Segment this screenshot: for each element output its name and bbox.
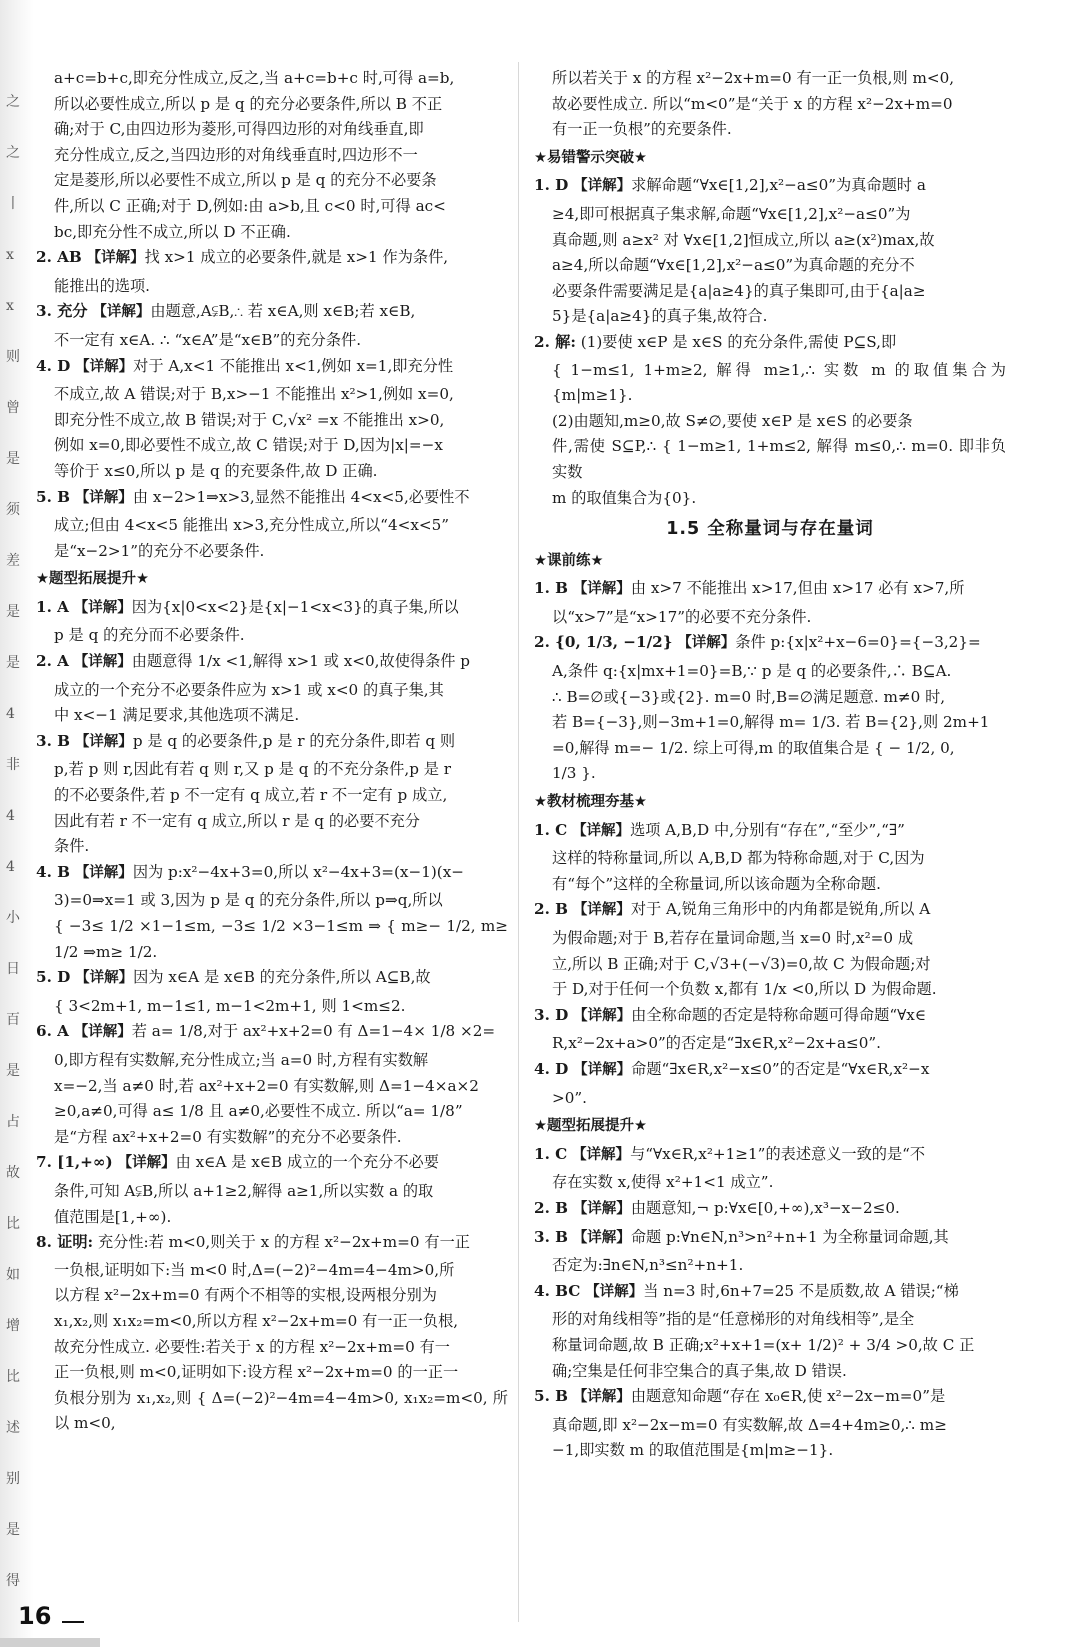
answer-item — [534, 818, 1006, 845]
answer-number: 2. B — [534, 1198, 568, 1217]
text-line: 必要条件需要满足是{a|a≥4}的真子集即可,由于{a|a≥ — [552, 281, 926, 300]
answer-item — [534, 173, 1006, 200]
gutter-char: 曾 — [6, 400, 20, 416]
answer-number: 1. C — [534, 820, 568, 839]
text-line: p 是 q 的充分而不必要条件. — [54, 626, 245, 645]
gutter-char: 增 — [6, 1318, 20, 1334]
text-line: 定是菱形,所以必要性不成立,所以 p 是 q 的充分不必要条 — [54, 171, 437, 190]
answer-text: 由题意,A⫋B,∴ 若 x∈A,则 x∈B;若 x∈B, — [150, 302, 416, 321]
answer-item — [534, 576, 1006, 603]
page-number: 16 — [18, 1602, 52, 1630]
answer-text: 与“∀x∈R,x²+1≥1”的表述意义一致的是“不 — [630, 1144, 926, 1163]
explanation-tag: 【详解】 — [74, 864, 133, 881]
section-heading: ★教材梳理夯基★ — [534, 794, 647, 811]
section-heading: ★易错警示突破★ — [534, 149, 647, 166]
gutter-char: 得 — [6, 1573, 20, 1589]
text-line: 若 B={−3},则−3m+1=0,解得 m= 1/3. 若 B={2},则 2m+1 — [552, 713, 990, 732]
answer-text: 由题意知命题“存在 x₀∈R,使 x²−2x−m=0”是 — [630, 1387, 946, 1406]
answer-text: 由 x>7 不能推出 x>17,但由 x>17 必有 x>7,所 — [630, 579, 965, 598]
text-line: 确;空集是任何非空集合的真子集,故 D 错误. — [552, 1361, 847, 1380]
answer-text: 因为 x∈A 是 x∈B 的充分条件,所以 A⊆B,故 — [133, 968, 431, 987]
text-line: 是“x−2>1”的充分不必要条件. — [54, 541, 265, 560]
explanation-tag: 【详解】 — [86, 250, 145, 267]
answer-item — [36, 860, 508, 887]
text-line: 因此有若 r 不一定有 q 成立,所以 r 是 q 的必要不充分 — [54, 811, 420, 830]
text-line: 即充分性不成立,故 B 错误;对于 C,√x² =x 不能推出 x>0, — [54, 410, 445, 429]
answer-item — [36, 245, 508, 272]
answer-item — [534, 1057, 1006, 1084]
answer-number: 1. A — [36, 597, 69, 616]
answer-item — [36, 354, 508, 381]
text-line: 能推出的选项. — [54, 276, 150, 295]
text-line: 成立的一个充分不必要条件应为 x>1 或 x<0 的真子集,其 — [54, 680, 444, 699]
text-line: 确;对于 C,由四边形为菱形,可得四边形的对角线垂直,即 — [54, 120, 424, 139]
gutter-char: 是 — [6, 604, 20, 620]
answer-number: 3. B — [36, 731, 70, 750]
explanation-tag: 【详解】 — [572, 822, 631, 839]
answer-item — [36, 1150, 508, 1177]
text-line: 不一定有 x∈A. ∴ “x∈A”是“x∈B”的充分条件. — [54, 330, 362, 349]
answer-item — [36, 649, 508, 676]
answer-number: 4. D — [534, 1059, 569, 1078]
gutter-char: 则 — [6, 349, 20, 365]
right-column — [534, 66, 1006, 1464]
gutter-char: 是 — [6, 451, 20, 467]
text-line: 立,所以 B 正确;对于 C,√3+(−√3)=0,故 C 为假命题;对 — [552, 954, 931, 973]
answer-number: 7. [1,+∞) — [36, 1153, 113, 1172]
answer-item — [534, 1142, 1006, 1169]
text-line: 存在实数 x,使得 x²+1<1 成立”. — [552, 1173, 774, 1192]
math-line: { 3<2m+1, m−1≤1, m−1<2m+1, 则 1<m≤2. — [54, 996, 406, 1015]
gutter-char: 是 — [6, 1522, 20, 1538]
gutter-char: 是 — [6, 1063, 20, 1079]
explanation-tag: 【详解】 — [73, 1024, 132, 1041]
text-line: 3)=0⇒x=1 或 3,因为 p 是 q 的充分条件,所以 p⇒q,所以 — [54, 891, 443, 910]
text-line: p,若 p 则 r,因此有若 q 则 r,又 p 是 q 的不充分条件,p 是 r — [54, 760, 452, 779]
answer-item — [36, 965, 508, 992]
text-line: A,条件 q:{x|mx+1=0}=B,∵ p 是 q 的必要条件,∴ B⊆A. — [552, 662, 952, 681]
answer-item — [36, 299, 508, 326]
gutter-char: x — [6, 247, 14, 263]
gutter-char: x — [6, 298, 14, 314]
text-line: R,x²−2x+a>0”的否定是“∃x∈R,x²−2x+a≤0”. — [552, 1034, 881, 1053]
text-line: 以方程 x²−2x+m=0 有两个不相等的实根,设两根分别为 — [54, 1286, 437, 1305]
text-line: 充分性成立,反之,当四边形的对角线垂直时,四边形不一 — [54, 145, 418, 164]
footer-bar — [0, 1638, 100, 1647]
gutter-char: 占 — [6, 1114, 20, 1130]
gutter-char: 小 — [6, 910, 20, 926]
answer-item — [36, 485, 508, 512]
text-line: 件,需使 S⊆P,∴ { 1−m≥1, 1+m≤2, 解得 m≤0,∴ m=0. 即非负实数 — [552, 437, 1006, 481]
answer-text: 条件 p:{x|x²+x−6=0}={−3,2}= — [735, 633, 981, 652]
answer-item — [534, 1279, 1006, 1306]
answer-item — [36, 1230, 508, 1256]
text-line: =0,解得 m=− 1/2. 综上可得,m 的取值集合是 { − 1/2, 0, — [552, 738, 955, 757]
explanation-tag: 【详解】 — [572, 1146, 631, 1163]
text-line: 0,即方程有实数解,充分性成立;当 a=0 时,方程有实数解 — [54, 1050, 429, 1069]
gutter-char: 别 — [6, 1471, 20, 1487]
answer-text: 因为 p:x²−4x+3=0,所以 x²−4x+3=(x−1)(x− — [132, 862, 465, 881]
text-line: a≥4,所以命题“∀x∈[1,2],x²−a≤0”为真命题的充分不 — [552, 256, 915, 275]
text-line: >0”. — [552, 1088, 587, 1107]
explanation-tag: 【详解】 — [572, 581, 631, 598]
text-line: x₁,x₂,则 x₁x₂=m<0,所以方程 x²−2x+m=0 有一正一负根, — [54, 1311, 459, 1330]
text-line: 的不必要条件,若 p 不一定有 q 成立,若 r 不一定有 p 成立, — [54, 786, 448, 805]
text-line: 例如 x=0,即必要性不成立,故 C 错误;对于 D,因为|x|=−x — [54, 436, 443, 455]
answer-number: 8. 证明: — [36, 1233, 94, 1252]
answer-number: 1. C — [534, 1144, 568, 1163]
answer-item — [534, 630, 1006, 657]
text-line: ≥0,a≠0,可得 a≤ 1/8 且 a≠0,必要性不成立. 所以“a= 1/8” — [54, 1102, 463, 1121]
text-line: 有一正一负根”的充要条件. — [552, 120, 732, 139]
explanation-tag: 【详解】 — [92, 304, 151, 321]
math-line: { 1−m≤1, 1+m≥2, 解得 m≥1,∴ 实数 m 的取值集合为{m|m≥1}. — [552, 360, 1006, 405]
text-line: 是“方程 ax²+x+2=0 有实数解”的充分不必要条件. — [54, 1127, 402, 1146]
text-line: −1,即实数 m 的取值范围是{m|m≥−1}. — [552, 1441, 834, 1460]
text-line: 一负根,证明如下:当 m<0 时,Δ=(−2)²−4m=4−4m>0,所 — [54, 1260, 455, 1279]
answer-text: 选项 A,B,D 中,分别有“存在”,“至少”,“∃” — [630, 820, 905, 839]
gutter-char: 比 — [6, 1369, 20, 1385]
answer-number: 5. B — [534, 1387, 568, 1406]
answer-number: 3. D — [534, 1005, 569, 1024]
answer-item — [534, 1225, 1006, 1252]
text-line: 形的对角线相等”指的是“任意梯形的对角线相等”,是全 — [552, 1310, 915, 1329]
math-line: { −3≤ 1/2 ×1−1≤m, −3≤ 1/2 ×3−1≤m ⇒ { m≥− 1/2, m≥ 1/2 ⇒m≥ 1/2. — [54, 917, 508, 961]
answer-number: 1. B — [534, 579, 568, 598]
page-number-rule — [62, 1621, 84, 1623]
answer-text: 命题 p:∀n∈N,n³>n²+n+1 为全称量词命题,其 — [630, 1227, 949, 1246]
text-line: a+c=b+c,即充分性成立,反之,当 a+c=b+c 时,可得 a=b, — [54, 69, 455, 87]
answer-item — [534, 1196, 1006, 1223]
gutter-char: 故 — [6, 1165, 20, 1181]
answer-number: 4. D — [36, 356, 71, 375]
left-column — [36, 66, 508, 1437]
answer-number: 4. BC — [534, 1281, 581, 1300]
text-line: 有“每个”这样的全称量词,所以该命题为全称命题. — [552, 874, 881, 893]
text-line: 1/3 }. — [552, 764, 596, 783]
gutter-char: 4 — [6, 859, 15, 875]
text-line: 故必要性成立. 所以“m<0”是“关于 x 的方程 x²−2x+m=0 — [552, 94, 953, 113]
binding-gutter — [0, 0, 34, 1647]
gutter-char: 述 — [6, 1420, 20, 1436]
answer-number: 6. A — [36, 1022, 69, 1041]
answer-text: 求解命题“∀x∈[1,2],x²−a≤0”为真命题时 a — [631, 176, 926, 195]
text-line: bc,即充分性不成立,所以 D 不正确. — [54, 222, 291, 241]
text-line: 中 x<−1 满足要求,其他选项不满足. — [54, 706, 300, 725]
text-line: 于 D,对于任何一个负数 x,都有 1/x <0,所以 D 为假命题. — [552, 980, 937, 999]
gutter-char: 非 — [6, 757, 20, 773]
answer-number: 2. B — [534, 900, 568, 919]
explanation-tag: 【详解】 — [572, 1389, 631, 1406]
text-line: 否定为:∃n∈N,n³≤n²+n+1. — [552, 1256, 744, 1275]
answer-item — [36, 595, 508, 622]
gutter-char: 4 — [6, 808, 15, 824]
answer-text: 由全称命题的否定是特称命题可得命题“∀x∈ — [631, 1005, 927, 1024]
answer-item — [36, 1019, 508, 1046]
gutter-char: 之 — [6, 145, 20, 161]
gutter-char: 差 — [6, 553, 20, 569]
explanation-tag: 【详解】 — [572, 1229, 631, 1246]
gutter-char: 4 — [6, 706, 15, 722]
gutter-char: 百 — [6, 1012, 20, 1028]
answer-number: 2. {0, 1/3, −1/2} — [534, 633, 673, 652]
gutter-char: 比 — [6, 1216, 20, 1232]
explanation-tag: 【详解】 — [74, 489, 133, 506]
answer-item — [534, 330, 1006, 356]
text-line: 条件. — [54, 837, 90, 856]
explanation-tag: 【详解】 — [75, 358, 134, 375]
explanation-tag: 【详解】 — [572, 1200, 631, 1217]
text-line: 5}是{a|a≥4}的真子集,故符合. — [552, 307, 768, 326]
explanation-tag: 【详解】 — [585, 1283, 644, 1300]
section-heading: ★课前练★ — [534, 552, 604, 569]
explanation-tag: 【详解】 — [73, 654, 132, 671]
text-line: 为假命题;对于 B,若存在量词命题,当 x=0 时,x²=0 成 — [552, 929, 914, 947]
text-line: ∴ B=∅或{−3}或{2}. m=0 时,B=∅满足题意. m≠0 时, — [552, 687, 946, 706]
text-line: 条件,可知 A⫋B,所以 a+1≥2,解得 a≥1,所以实数 a 的取 — [54, 1181, 434, 1200]
answer-number: 2. 解: — [534, 332, 576, 351]
answer-text: 由 x∈A 是 x∈B 成立的一个充分不必要 — [175, 1153, 439, 1172]
explanation-tag: 【详解】 — [75, 970, 134, 987]
text-line: 正一负根,则 m<0,证明如下:设方程 x²−2x+m=0 的一正一 — [54, 1363, 459, 1382]
answer-text: p 是 q 的必要条件,p 是 r 的充分条件,即若 q 则 — [132, 731, 456, 750]
answer-text: 由题意得 1/x <1,解得 x>1 或 x<0,故使得条件 p — [131, 652, 470, 671]
text-line: 成立;但由 4<x<5 能推出 x>3,充分性成立,所以“4<x<5” — [54, 516, 450, 535]
answer-item — [36, 729, 508, 756]
gutter-char: 是 — [6, 655, 20, 671]
explanation-tag: 【详解】 — [73, 599, 132, 616]
explanation-tag: 【详解】 — [117, 1155, 176, 1172]
answer-number: 5. B — [36, 487, 70, 506]
answer-number: 4. B — [36, 862, 70, 881]
text-line: 以“x>7”是“x>17”的必要不充分条件. — [552, 607, 812, 626]
answer-item — [534, 897, 1006, 924]
answer-text: 充分性:若 m<0,则关于 x 的方程 x²−2x+m=0 有一正 — [97, 1233, 470, 1252]
text-line: 称量词命题,故 B 正确;x²+x+1=(x+ 1/2)² + 3/4 >0,故 C 正 — [552, 1335, 975, 1354]
gutter-char: 须 — [6, 502, 20, 518]
answer-number: 5. D — [36, 968, 71, 987]
explanation-tag: 【详解】 — [573, 1061, 632, 1078]
answer-text: 命题“∃x∈R,x²−x≤0”的否定是“∀x∈R,x²−x — [631, 1059, 930, 1078]
chapter-title: 1.5 全称量词与存在量词 — [666, 519, 874, 540]
explanation-tag: 【详解】 — [573, 1007, 632, 1024]
answer-item — [534, 1003, 1006, 1030]
explanation-tag: 【详解】 — [573, 178, 632, 195]
text-line: 真命题,则 a≥x² 对 ∀x∈[1,2]恒成立,所以 a≥(x²)max,故 — [552, 230, 935, 249]
answer-text: 对于 A,锐角三角形中的内角都是锐角,所以 A — [630, 900, 931, 919]
text-line: m 的取值集合为{0}. — [552, 488, 697, 507]
text-line: 值范围是[1,+∞). — [54, 1207, 172, 1226]
text-line: 负根分别为 x₁,x₂,则 { Δ=(−2)²−4m=4−4m>0, x₁x₂=m<0, 所以 m<0, — [54, 1388, 508, 1433]
text-line: 所以若关于 x 的方程 x²−2x+m=0 有一正一负根,则 m<0, — [552, 69, 955, 87]
answer-text: 由 x−2>1⇒x>3,显然不能推出 4<x<5,必要性不 — [132, 487, 470, 506]
answer-number: 3. B — [534, 1227, 568, 1246]
gutter-char: 之 — [6, 94, 20, 110]
text-line: 这样的特称量词,所以 A,B,D 都为特称命题,对于 C,因为 — [552, 849, 925, 868]
answer-text: 对于 A,x<1 不能推出 x<1,例如 x=1,即充分性 — [133, 356, 454, 375]
text-line: 不成立,故 A 错误;对于 B,x>−1 不能推出 x²>1,例如 x=0, — [54, 385, 454, 404]
answer-number: 2. AB — [36, 248, 82, 267]
gutter-char: 丨 — [6, 196, 20, 212]
answer-text: (1)要使 x∈P 是 x∈S 的充分条件,需使 P⊆S,即 — [580, 332, 897, 351]
explanation-tag: 【详解】 — [572, 902, 631, 919]
explanation-tag: 【详解】 — [677, 635, 736, 652]
answer-text: 找 x>1 成立的必要条件,就是 x>1 作为条件, — [144, 248, 449, 267]
text-line: 真命题,即 x²−2x−m=0 有实数解,故 Δ=4+4m≥0,∴ m≥ — [552, 1415, 947, 1434]
gutter-char: 日 — [6, 961, 20, 977]
column-divider — [518, 62, 519, 1622]
text-line: 故充分性成立. 必要性:若关于 x 的方程 x²−2x+m=0 有一 — [54, 1337, 450, 1356]
text-line: 所以必要性成立,所以 p 是 q 的充分必要条件,所以 B 不正 — [54, 94, 443, 113]
section-heading: ★题型拓展提升★ — [534, 1118, 647, 1135]
answer-number: 1. D — [534, 176, 569, 195]
text-line: (2)由题知,m≥0,故 S≠∅,要使 x∈P 是 x∈S 的必要条 — [552, 411, 913, 430]
text-line: x=−2,当 a≠0 时,若 ax²+x+2=0 有实数解,则 Δ=1−4×a×2 — [54, 1076, 479, 1095]
text-line: 等价于 x≤0,所以 p 是 q 的充要条件,故 D 正确. — [54, 461, 378, 480]
answer-item — [534, 1384, 1006, 1411]
explanation-tag: 【详解】 — [74, 733, 133, 750]
text-line: ≥4,即可根据真子集求解,命题“∀x∈[1,2],x²−a≤0”为 — [552, 204, 911, 223]
section-heading: ★题型拓展提升★ — [36, 571, 149, 588]
text-line: 件,所以 C 正确;对于 D,例如:由 a>b,且 c<0 时,可得 ac< — [54, 196, 446, 215]
answer-text: 若 a= 1/8,对于 ax²+x+2=0 有 Δ=1−4× 1/8 ×2= — [131, 1022, 496, 1041]
gutter-char: 如 — [6, 1267, 20, 1283]
answer-text: 由题意知,¬ p:∀x∈[0,+∞),x³−x−2≤0. — [630, 1198, 900, 1217]
answer-text: 当 n=3 时,6n+7=25 不是质数,故 A 错误;“梯 — [643, 1281, 959, 1300]
answer-number: 3. 充分 — [36, 302, 88, 321]
answer-text: 因为{x|0<x<2}是{x|−1<x<3}的真子集,所以 — [131, 597, 459, 616]
answer-number: 2. A — [36, 652, 69, 671]
